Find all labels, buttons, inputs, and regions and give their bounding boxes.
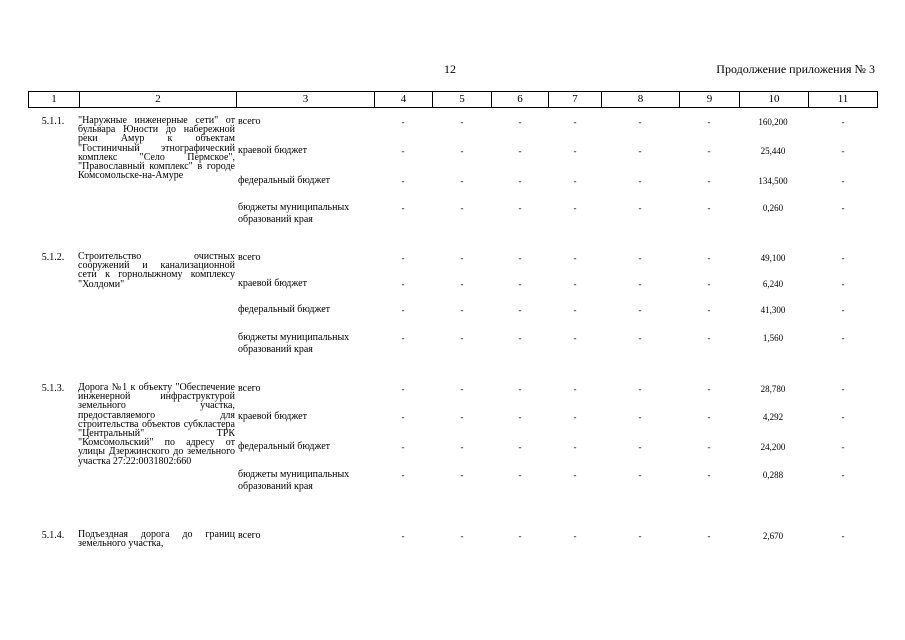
value-cell-9: - bbox=[707, 279, 711, 289]
page-number: 12 bbox=[444, 62, 456, 76]
value-cell-5: - bbox=[460, 279, 464, 289]
column-header-table bbox=[28, 91, 878, 108]
value-cell-11: - bbox=[841, 203, 845, 213]
value-cell-4: - bbox=[401, 531, 405, 541]
funding-source-label: бюджеты муниципальных образований края bbox=[238, 469, 350, 492]
value-cell-9: - bbox=[707, 531, 711, 541]
funding-source-label: краевой бюджет bbox=[238, 145, 307, 156]
value-cell-7: - bbox=[573, 176, 577, 186]
value-cell-5: - bbox=[460, 470, 464, 480]
value-cell-7: - bbox=[573, 412, 577, 422]
value-cell-10: 134,500 bbox=[758, 176, 788, 186]
row-description: Строительство очистных сооружений и канализационной сети к горнолыжному комплексу "Холдоми" bbox=[78, 251, 235, 290]
value-cell-5: - bbox=[460, 176, 464, 186]
value-cell-9: - bbox=[707, 412, 711, 422]
value-cell-10: 24,200 bbox=[760, 442, 786, 452]
value-cell-9: - bbox=[707, 176, 711, 186]
value-cell-9: - bbox=[707, 305, 711, 315]
row-description: Подъездная дорога до границ земельного участка, bbox=[78, 529, 235, 550]
value-cell-4: - bbox=[401, 470, 405, 480]
column-header: 11 bbox=[809, 92, 878, 108]
value-cell-5: - bbox=[460, 384, 464, 394]
value-cell-5: - bbox=[460, 442, 464, 452]
value-cell-7: - bbox=[573, 203, 577, 213]
value-cell-8: - bbox=[638, 470, 642, 480]
value-cell-6: - bbox=[518, 253, 522, 263]
value-cell-6: - bbox=[518, 176, 522, 186]
value-cell-4: - bbox=[401, 442, 405, 452]
funding-source-label: всего bbox=[238, 383, 261, 394]
value-cell-7: - bbox=[573, 384, 577, 394]
value-cell-7: - bbox=[573, 253, 577, 263]
value-cell-4: - bbox=[401, 412, 405, 422]
column-header: 6 bbox=[492, 92, 549, 108]
funding-source-label: краевой бюджет bbox=[238, 411, 307, 422]
value-cell-11: - bbox=[841, 117, 845, 127]
funding-source-label: федеральный бюджет bbox=[238, 441, 331, 452]
value-cell-8: - bbox=[638, 442, 642, 452]
value-cell-8: - bbox=[638, 146, 642, 156]
value-cell-10: 49,100 bbox=[760, 253, 786, 263]
value-cell-8: - bbox=[638, 176, 642, 186]
value-cell-9: - bbox=[707, 384, 711, 394]
value-cell-7: - bbox=[573, 442, 577, 452]
row-description: Дорога №1 к объекту "Обеспечение инженерной инфраструктурой земельного участка, предоставляемого для строительства объектов субкластера "Центральный" ТРК "Комсомольский" по адресу от улицы Дзержинского до земельного участка 27:22:0031802:660 bbox=[78, 382, 235, 467]
value-cell-6: - bbox=[518, 442, 522, 452]
funding-source-label: федеральный бюджет bbox=[238, 175, 331, 186]
value-cell-6: - bbox=[518, 146, 522, 156]
value-cell-11: - bbox=[841, 384, 845, 394]
value-cell-11: - bbox=[841, 333, 845, 343]
column-header: 7 bbox=[549, 92, 602, 108]
row-description: "Наружные инженерные сети" от бульвара Юности до набережной реки Амур к объектам "Гостиничный этнографический комплекс "Село Пермское", "Православный комплекс" в городе Комсомольске-на-Амуре bbox=[78, 115, 235, 182]
value-cell-7: - bbox=[573, 333, 577, 343]
value-cell-8: - bbox=[638, 253, 642, 263]
value-cell-8: - bbox=[638, 203, 642, 213]
value-cell-4: - bbox=[401, 333, 405, 343]
funding-source-label: всего bbox=[238, 530, 261, 541]
value-cell-10: 41,300 bbox=[760, 305, 786, 315]
value-cell-5: - bbox=[460, 531, 464, 541]
funding-source-label: бюджеты муниципальных образований края bbox=[238, 202, 350, 225]
value-cell-10: 25,440 bbox=[760, 146, 786, 156]
value-cell-6: - bbox=[518, 531, 522, 541]
value-cell-4: - bbox=[401, 203, 405, 213]
value-cell-5: - bbox=[460, 146, 464, 156]
funding-source-label: всего bbox=[238, 116, 261, 127]
value-cell-4: - bbox=[401, 253, 405, 263]
value-cell-10: 4,292 bbox=[762, 412, 784, 422]
value-cell-6: - bbox=[518, 279, 522, 289]
value-cell-5: - bbox=[460, 412, 464, 422]
value-cell-8: - bbox=[638, 531, 642, 541]
value-cell-6: - bbox=[518, 305, 522, 315]
value-cell-9: - bbox=[707, 442, 711, 452]
value-cell-4: - bbox=[401, 176, 405, 186]
value-cell-11: - bbox=[841, 146, 845, 156]
column-header: 8 bbox=[602, 92, 680, 108]
value-cell-8: - bbox=[638, 384, 642, 394]
value-cell-7: - bbox=[573, 470, 577, 480]
value-cell-10: 6,240 bbox=[762, 279, 784, 289]
funding-source-label: всего bbox=[238, 252, 261, 263]
value-cell-10: 160,200 bbox=[758, 117, 788, 127]
value-cell-10: 0,260 bbox=[762, 203, 784, 213]
value-cell-11: - bbox=[841, 279, 845, 289]
value-cell-4: - bbox=[401, 305, 405, 315]
value-cell-8: - bbox=[638, 279, 642, 289]
value-cell-5: - bbox=[460, 203, 464, 213]
value-cell-10: 0,288 bbox=[762, 470, 784, 480]
value-cell-11: - bbox=[841, 176, 845, 186]
value-cell-4: - bbox=[401, 117, 405, 127]
value-cell-4: - bbox=[401, 146, 405, 156]
column-header-row bbox=[29, 92, 878, 108]
value-cell-8: - bbox=[638, 333, 642, 343]
appendix-note: Продолжение приложения № 3 bbox=[716, 62, 875, 76]
value-cell-5: - bbox=[460, 333, 464, 343]
value-cell-4: - bbox=[401, 279, 405, 289]
column-header: 2 bbox=[80, 92, 237, 108]
column-header: 10 bbox=[740, 92, 809, 108]
value-cell-6: - bbox=[518, 470, 522, 480]
value-cell-11: - bbox=[841, 253, 845, 263]
value-cell-10: 1,560 bbox=[762, 333, 784, 343]
column-header: 1 bbox=[29, 92, 80, 108]
value-cell-9: - bbox=[707, 146, 711, 156]
value-cell-6: - bbox=[518, 412, 522, 422]
column-header: 4 bbox=[375, 92, 433, 108]
funding-source-label: бюджеты муниципальных образований края bbox=[238, 332, 350, 355]
value-cell-11: - bbox=[841, 470, 845, 480]
value-cell-9: - bbox=[707, 253, 711, 263]
column-header: 9 bbox=[680, 92, 740, 108]
value-cell-5: - bbox=[460, 117, 464, 127]
value-cell-9: - bbox=[707, 333, 711, 343]
funding-source-label: краевой бюджет bbox=[238, 278, 307, 289]
value-cell-7: - bbox=[573, 117, 577, 127]
value-cell-7: - bbox=[573, 279, 577, 289]
value-cell-8: - bbox=[638, 305, 642, 315]
value-cell-6: - bbox=[518, 203, 522, 213]
row-number: 5.1.3. bbox=[41, 383, 65, 394]
value-cell-6: - bbox=[518, 333, 522, 343]
value-cell-4: - bbox=[401, 384, 405, 394]
value-cell-11: - bbox=[841, 305, 845, 315]
column-header: 3 bbox=[237, 92, 375, 108]
column-header: 5 bbox=[433, 92, 492, 108]
value-cell-8: - bbox=[638, 412, 642, 422]
row-number: 5.1.1. bbox=[41, 116, 65, 127]
value-cell-11: - bbox=[841, 531, 845, 541]
funding-source-label: федеральный бюджет bbox=[238, 304, 331, 315]
value-cell-9: - bbox=[707, 470, 711, 480]
value-cell-11: - bbox=[841, 442, 845, 452]
value-cell-9: - bbox=[707, 203, 711, 213]
value-cell-9: - bbox=[707, 117, 711, 127]
value-cell-6: - bbox=[518, 117, 522, 127]
value-cell-11: - bbox=[841, 412, 845, 422]
value-cell-7: - bbox=[573, 531, 577, 541]
value-cell-10: 2,670 bbox=[762, 531, 784, 541]
row-number: 5.1.2. bbox=[41, 252, 65, 263]
value-cell-5: - bbox=[460, 305, 464, 315]
value-cell-10: 28,780 bbox=[760, 384, 786, 394]
value-cell-7: - bbox=[573, 146, 577, 156]
value-cell-5: - bbox=[460, 253, 464, 263]
value-cell-7: - bbox=[573, 305, 577, 315]
value-cell-8: - bbox=[638, 117, 642, 127]
row-number: 5.1.4. bbox=[41, 530, 65, 541]
value-cell-6: - bbox=[518, 384, 522, 394]
